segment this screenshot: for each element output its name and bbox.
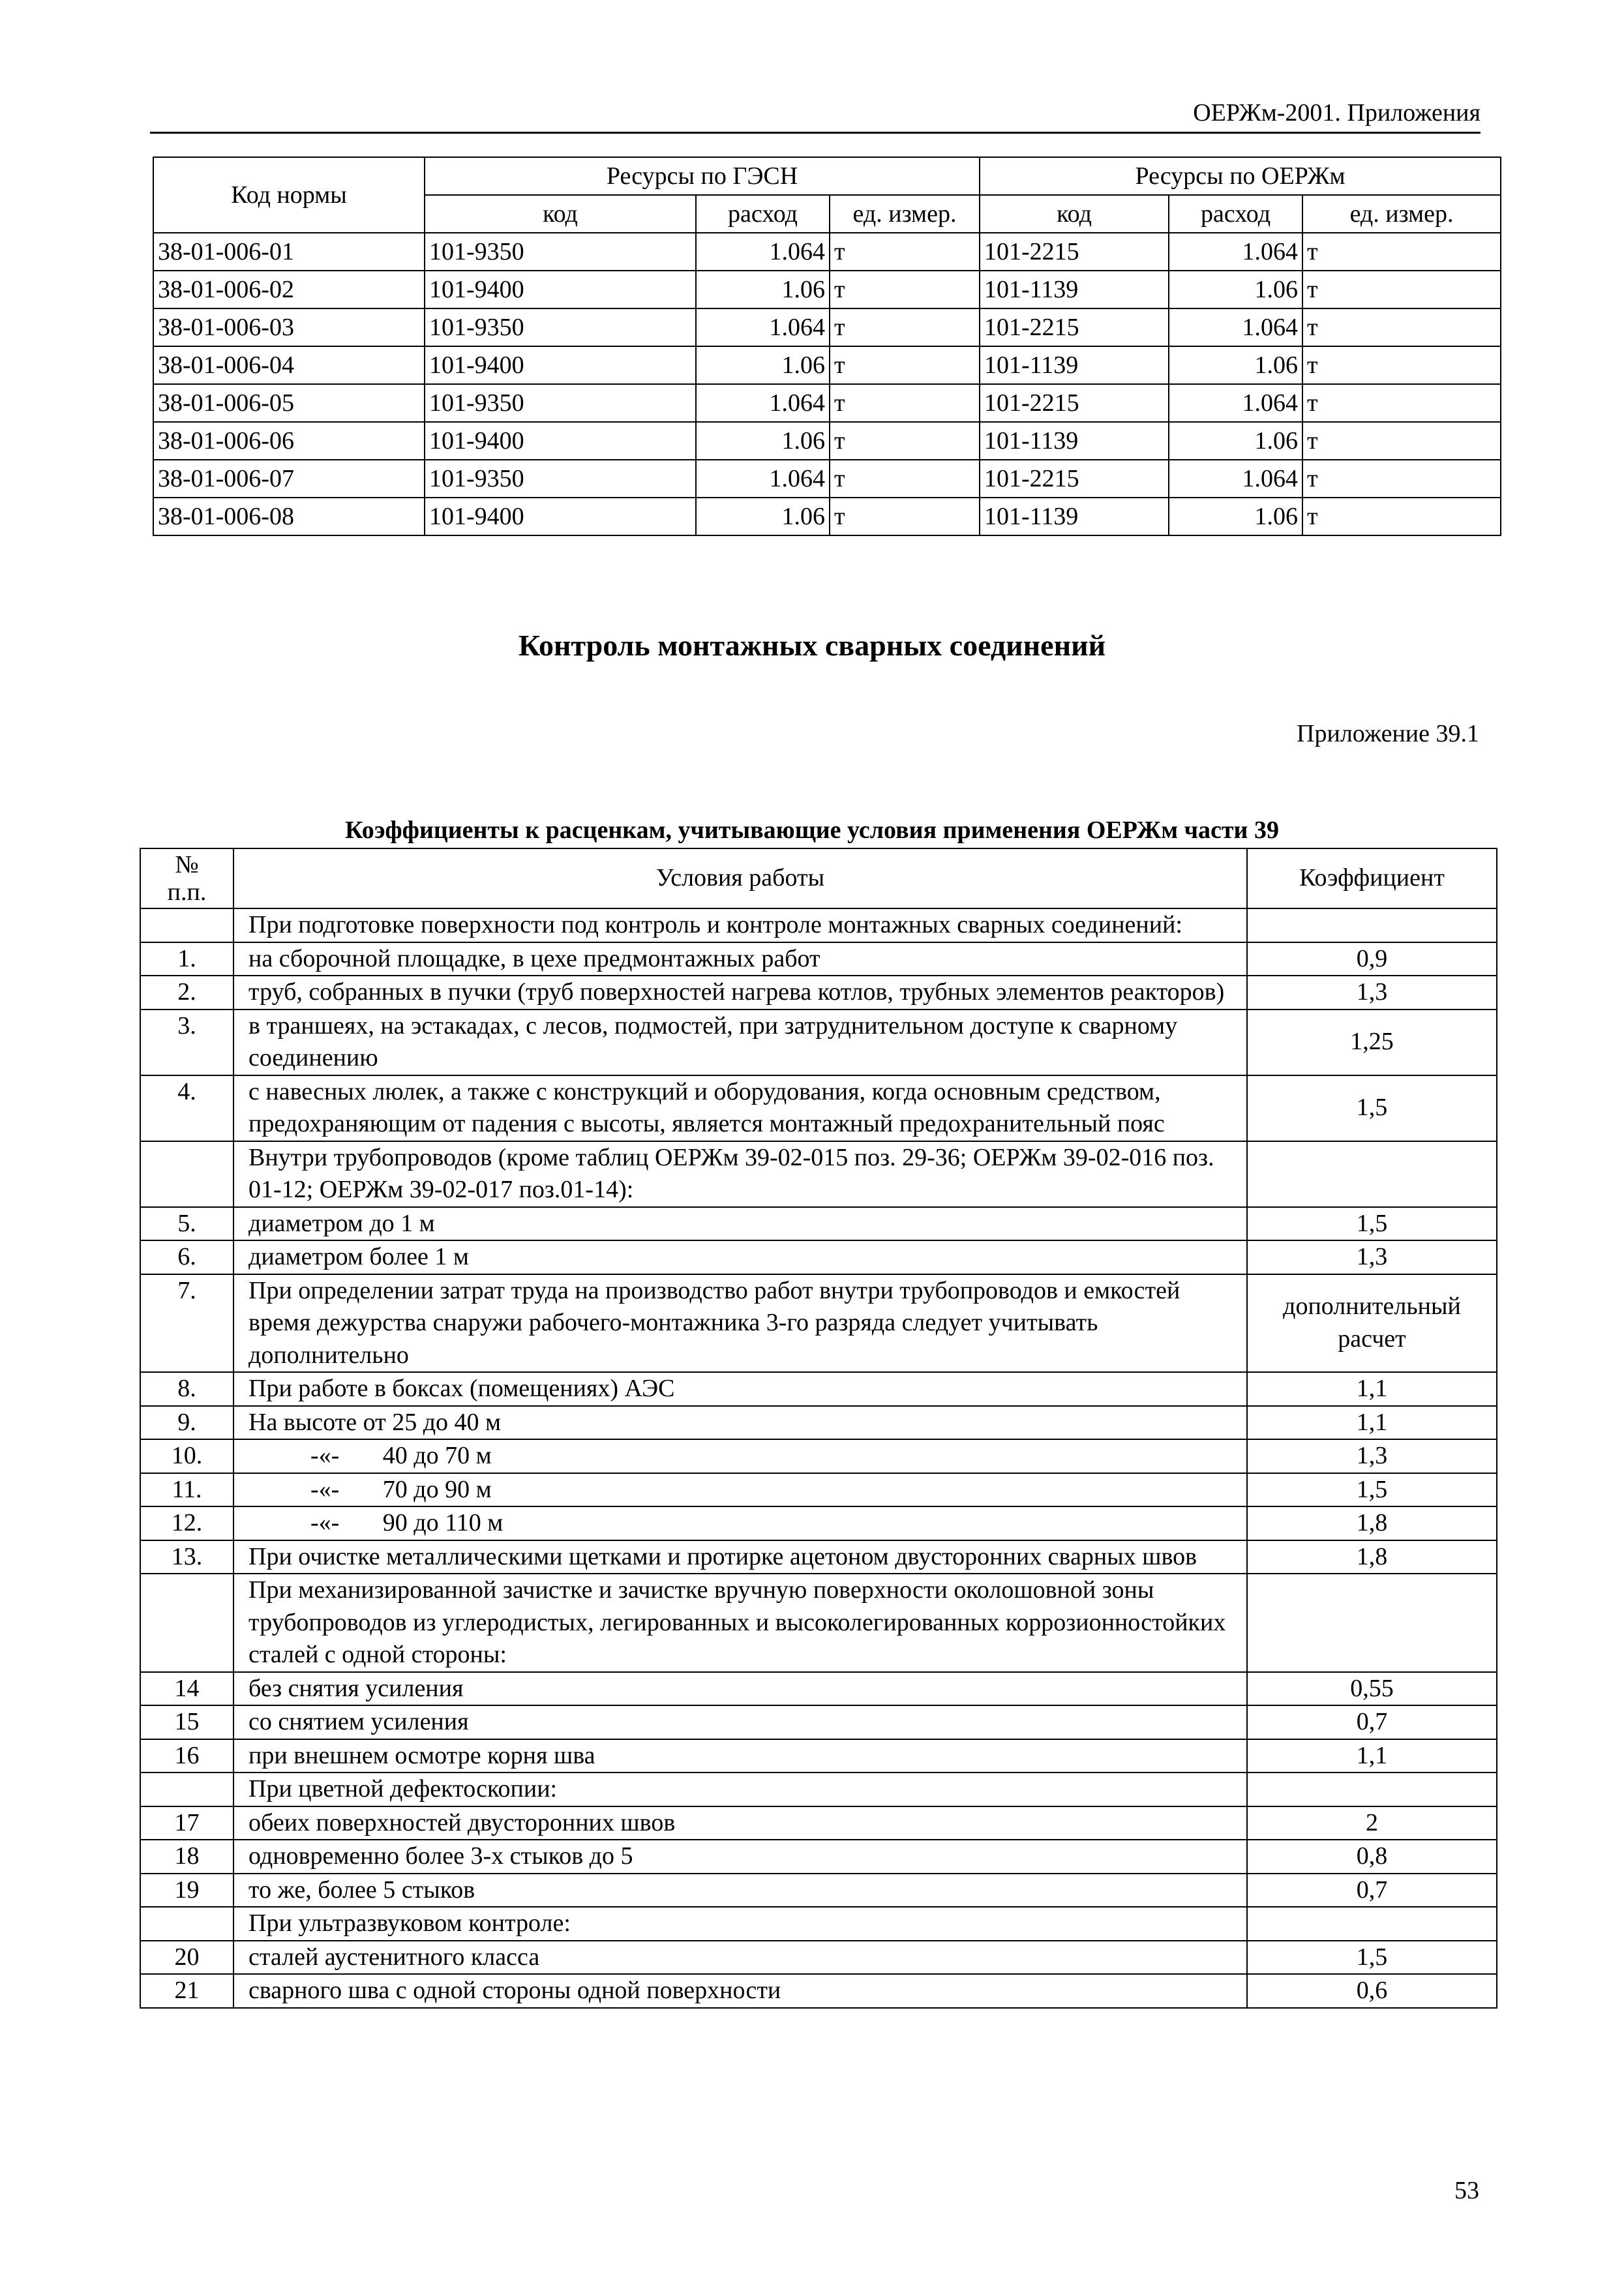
- row-number-cell: 7.: [140, 1274, 233, 1373]
- gesn-unit-cell: т: [830, 346, 980, 384]
- condition-cell: -«- 70 до 90 м: [233, 1473, 1247, 1507]
- row-number-cell: 2.: [140, 976, 233, 1010]
- row-number-cell: 14: [140, 1672, 233, 1706]
- norm-code-cell: 38-01-006-08: [153, 498, 425, 535]
- coefficients-table-header-row: [140, 848, 1497, 908]
- row-number-cell: 1.: [140, 942, 233, 976]
- condition-cell: диаметром более 1 м: [233, 1240, 1247, 1274]
- table-row: [140, 1574, 1497, 1672]
- appendix-label: Приложение 39.1: [1297, 720, 1479, 747]
- gesn-consumption-cell: 1.064: [696, 384, 830, 422]
- oerzhm-consumption-cell: 1.064: [1169, 384, 1302, 422]
- table-row: [140, 1840, 1497, 1874]
- oerzhm-unit-cell: т: [1302, 346, 1501, 384]
- oerzhm-code-cell: 101-1139: [980, 271, 1169, 308]
- coefficient-cell: 2: [1247, 1806, 1497, 1840]
- coefficient-cell: 1,5: [1247, 1207, 1497, 1241]
- coefficient-cell: 0,9: [1247, 942, 1497, 976]
- gesn-consumption-cell: 1.06: [696, 422, 830, 460]
- running-header: ОЕРЖм-2001. Приложения: [150, 97, 1481, 134]
- oerzhm-consumption-cell: 1.064: [1169, 308, 1302, 346]
- conditions-header: Условия работы: [233, 848, 1247, 908]
- coefficient-cell: 0,7: [1247, 1705, 1497, 1739]
- condition-cell: обеих поверхностей двусторонних швов: [233, 1806, 1247, 1840]
- norm-code-cell: 38-01-006-01: [153, 233, 425, 271]
- condition-cell: на сборочной площадке, в цехе предмонтажных работ: [233, 942, 1247, 976]
- condition-cell: При подготовке поверхности под контроль и контроле монтажных сварных соединений:: [233, 908, 1247, 942]
- gesn-unit-cell: т: [830, 384, 980, 422]
- table-row: [140, 1806, 1497, 1840]
- coefficient-cell: 1,8: [1247, 1506, 1497, 1540]
- oerzhm-code-subheader: код: [980, 195, 1169, 233]
- gesn-consumption-cell: 1.06: [696, 271, 830, 308]
- row-number-cell: 16: [140, 1739, 233, 1773]
- coefficient-cell: 1,3: [1247, 976, 1497, 1010]
- table-row: [140, 1773, 1497, 1806]
- coefficient-cell: 1,1: [1247, 1406, 1497, 1440]
- gesn-group-header: Ресурсы по ГЭСН: [425, 157, 980, 195]
- norm-code-cell: 38-01-006-04: [153, 346, 425, 384]
- coefficient-cell: 1,3: [1247, 1439, 1497, 1473]
- oerzhm-unit-cell: т: [1302, 384, 1501, 422]
- row-number-cell: [140, 908, 233, 942]
- coefficient-cell: 1,1: [1247, 1372, 1497, 1406]
- row-number-cell: 6.: [140, 1240, 233, 1274]
- table-row: [153, 384, 1501, 422]
- table-row: [140, 1974, 1497, 2008]
- table-row: [140, 1406, 1497, 1440]
- condition-cell: с навесных люлек, а также с конструкций и оборудования, когда основным средством, предохраняющим от падения с высоты, является монтажный предохранительный пояс: [233, 1075, 1247, 1141]
- section-title: Контроль монтажных сварных соединений: [518, 629, 1106, 662]
- coefficients-table: [140, 848, 1497, 2009]
- row-number-cell: [140, 1907, 233, 1941]
- row-number-cell: 10.: [140, 1439, 233, 1473]
- row-number-cell: 15: [140, 1705, 233, 1739]
- oerzhm-consumption-cell: 1.06: [1169, 346, 1302, 384]
- oerzhm-code-cell: 101-2215: [980, 384, 1169, 422]
- table-row: [153, 308, 1501, 346]
- condition-cell: При механизированной зачистке и зачистке вручную поверхности околошовной зоны трубопроводов из углеродистых, легированных и высоколегированных коррозионностойких сталей с одной стороны:: [233, 1574, 1247, 1672]
- coefficient-cell: [1247, 1907, 1497, 1941]
- row-number-cell: 20: [140, 1941, 233, 1975]
- condition-cell: сталей аустенитного класса: [233, 1941, 1247, 1975]
- table-row: [140, 1941, 1497, 1975]
- condition-cell: без снятия усиления: [233, 1672, 1247, 1706]
- table-row: [153, 460, 1501, 498]
- oerzhm-code-cell: 101-2215: [980, 308, 1169, 346]
- oerzhm-consumption-cell: 1.064: [1169, 460, 1302, 498]
- table-row: [140, 1141, 1497, 1207]
- row-number-cell: 18: [140, 1840, 233, 1874]
- gesn-code-cell: 101-9400: [425, 422, 696, 460]
- table-row: [140, 1010, 1497, 1075]
- oerzhm-code-cell: 101-2215: [980, 233, 1169, 271]
- row-number-cell: [140, 1773, 233, 1806]
- gesn-unit-cell: т: [830, 498, 980, 535]
- row-number-cell: [140, 1141, 233, 1207]
- condition-cell: При ультразвуковом контроле:: [233, 1907, 1247, 1941]
- norm-code-cell: 38-01-006-06: [153, 422, 425, 460]
- oerzhm-consumption-cell: 1.06: [1169, 271, 1302, 308]
- row-number-cell: 17: [140, 1806, 233, 1840]
- condition-cell: одновременно более 3-х стыков до 5: [233, 1840, 1247, 1874]
- table-row: [140, 1075, 1497, 1141]
- table-row: [140, 1473, 1497, 1507]
- table-row: [140, 908, 1497, 942]
- gesn-consumption-cell: 1.064: [696, 233, 830, 271]
- condition-cell: При цветной дефектоскопии:: [233, 1773, 1247, 1806]
- condition-cell: то же, более 5 стыков: [233, 1874, 1247, 1908]
- number-header: № п.п.: [140, 848, 233, 908]
- oerzhm-unit-cell: т: [1302, 498, 1501, 535]
- row-number-cell: 13.: [140, 1540, 233, 1574]
- gesn-code-cell: 101-9350: [425, 460, 696, 498]
- row-number-cell: 3.: [140, 1010, 233, 1075]
- oerzhm-code-cell: 101-2215: [980, 460, 1169, 498]
- row-number-cell: 8.: [140, 1372, 233, 1406]
- table-row: [140, 1207, 1497, 1241]
- condition-cell: -«- 90 до 110 м: [233, 1506, 1247, 1540]
- row-number-cell: 4.: [140, 1075, 233, 1141]
- page-number: 53: [1454, 2177, 1479, 2204]
- condition-cell: в траншеях, на эстакадах, с лесов, подмостей, при затруднительном доступе к сварному соединению: [233, 1010, 1247, 1075]
- oerzhm-unit-cell: т: [1302, 460, 1501, 498]
- gesn-code-cell: 101-9400: [425, 346, 696, 384]
- coefficient-cell: [1247, 1773, 1497, 1806]
- coefficient-cell: 0,6: [1247, 1974, 1497, 2008]
- oerzhm-code-cell: 101-1139: [980, 346, 1169, 384]
- oerzhm-unit-cell: т: [1302, 271, 1501, 308]
- coefficient-cell: 1,8: [1247, 1540, 1497, 1574]
- norm-code-cell: 38-01-006-05: [153, 384, 425, 422]
- gesn-consumption-cell: 1.06: [696, 498, 830, 535]
- table-row: [140, 1739, 1497, 1773]
- coefficient-cell: [1247, 908, 1497, 942]
- table-row: [140, 1274, 1497, 1373]
- gesn-consumption-subheader: расход: [696, 195, 830, 233]
- table-row: [140, 1540, 1497, 1574]
- row-number-cell: 9.: [140, 1406, 233, 1440]
- condition-cell: При очистке металлическими щетками и протирке ацетоном двусторонних сварных швов: [233, 1540, 1247, 1574]
- condition-cell: На высоте от 25 до 40 м: [233, 1406, 1247, 1440]
- table-row: [140, 1372, 1497, 1406]
- coefficient-cell: 0,55: [1247, 1672, 1497, 1706]
- condition-cell: При работе в боксах (помещениях) АЭС: [233, 1372, 1247, 1406]
- resources-table-header-row: [153, 157, 1501, 195]
- table-row: [153, 346, 1501, 384]
- table-row: [140, 1506, 1497, 1540]
- oerzhm-code-cell: 101-1139: [980, 422, 1169, 460]
- table-row: [153, 271, 1501, 308]
- table-row: [153, 233, 1501, 271]
- code-header: Код нормы: [153, 157, 425, 233]
- oerzhm-consumption-cell: 1.06: [1169, 498, 1302, 535]
- gesn-code-subheader: код: [425, 195, 696, 233]
- row-number-cell: 12.: [140, 1506, 233, 1540]
- table-row: [140, 1240, 1497, 1274]
- condition-cell: Внутри трубопроводов (кроме таблиц ОЕРЖм 39-02-015 поз. 29-36; ОЕРЖм 39-02-016 поз. 01-12; ОЕРЖм 39-02-017 поз.01-14):: [233, 1141, 1247, 1207]
- table-row: [153, 422, 1501, 460]
- gesn-unit-cell: т: [830, 233, 980, 271]
- gesn-consumption-cell: 1.064: [696, 460, 830, 498]
- table-row: [140, 976, 1497, 1010]
- row-number-cell: 19: [140, 1874, 233, 1908]
- gesn-code-cell: 101-9400: [425, 271, 696, 308]
- coefficient-cell: дополнительный расчет: [1247, 1274, 1497, 1373]
- condition-cell: при внешнем осмотре корня шва: [233, 1739, 1247, 1773]
- condition-cell: диаметром до 1 м: [233, 1207, 1247, 1241]
- row-number-cell: [140, 1574, 233, 1672]
- gesn-code-cell: 101-9350: [425, 308, 696, 346]
- oerzhm-group-header: Ресурсы по ОЕРЖм: [980, 157, 1501, 195]
- gesn-consumption-cell: 1.06: [696, 346, 830, 384]
- oerzhm-consumption-subheader: расход: [1169, 195, 1302, 233]
- row-number-cell: 21: [140, 1974, 233, 2008]
- row-number-cell: 11.: [140, 1473, 233, 1507]
- norm-code-cell: 38-01-006-03: [153, 308, 425, 346]
- coefficient-cell: 1,5: [1247, 1473, 1497, 1507]
- coefficient-header: Коэффициент: [1247, 848, 1497, 908]
- oerzhm-consumption-cell: 1.064: [1169, 233, 1302, 271]
- gesn-code-cell: 101-9350: [425, 384, 696, 422]
- table-row: [140, 1672, 1497, 1706]
- coefficient-cell: [1247, 1141, 1497, 1207]
- coefficient-cell: 1,3: [1247, 1240, 1497, 1274]
- oerzhm-unit-subheader: ед. измер.: [1302, 195, 1501, 233]
- oerzhm-unit-cell: т: [1302, 233, 1501, 271]
- row-number-cell: 5.: [140, 1207, 233, 1241]
- coefficient-cell: 1,5: [1247, 1075, 1497, 1141]
- gesn-unit-subheader: ед. измер.: [830, 195, 980, 233]
- table-row: [140, 1874, 1497, 1908]
- condition-cell: со снятием усиления: [233, 1705, 1247, 1739]
- condition-cell: При определении затрат труда на производство работ внутри трубопроводов и емкостей время дежурства снаружи рабочего-монтажника 3-го разряда следует учитывать дополнительно: [233, 1274, 1247, 1373]
- norm-code-cell: 38-01-006-07: [153, 460, 425, 498]
- condition-cell: сварного шва с одной стороны одной поверхности: [233, 1974, 1247, 2008]
- coefficient-cell: [1247, 1574, 1497, 1672]
- oerzhm-consumption-cell: 1.06: [1169, 422, 1302, 460]
- gesn-unit-cell: т: [830, 308, 980, 346]
- resources-table: [153, 157, 1501, 536]
- norm-code-cell: 38-01-006-02: [153, 271, 425, 308]
- condition-cell: труб, собранных в пучки (труб поверхностей нагрева котлов, трубных элементов реакторов): [233, 976, 1247, 1010]
- table-row: [153, 498, 1501, 535]
- table-row: [140, 1705, 1497, 1739]
- coefficient-cell: 1,5: [1247, 1941, 1497, 1975]
- coefficient-cell: 0,7: [1247, 1874, 1497, 1908]
- coefficient-cell: 0,8: [1247, 1840, 1497, 1874]
- table-row: [140, 942, 1497, 976]
- oerzhm-code-cell: 101-1139: [980, 498, 1169, 535]
- gesn-consumption-cell: 1.064: [696, 308, 830, 346]
- gesn-unit-cell: т: [830, 460, 980, 498]
- gesn-code-cell: 101-9350: [425, 233, 696, 271]
- coefficient-cell: 1,25: [1247, 1010, 1497, 1075]
- gesn-unit-cell: т: [830, 422, 980, 460]
- coefficient-cell: 1,1: [1247, 1739, 1497, 1773]
- gesn-unit-cell: т: [830, 271, 980, 308]
- oerzhm-unit-cell: т: [1302, 308, 1501, 346]
- table-row: [140, 1439, 1497, 1473]
- gesn-code-cell: 101-9400: [425, 498, 696, 535]
- condition-cell: -«- 40 до 70 м: [233, 1439, 1247, 1473]
- coefficients-table-caption: Коэффициенты к расценкам, учитывающие условия применения ОЕРЖм части 39: [345, 816, 1279, 844]
- table-row: [140, 1907, 1497, 1941]
- oerzhm-unit-cell: т: [1302, 422, 1501, 460]
